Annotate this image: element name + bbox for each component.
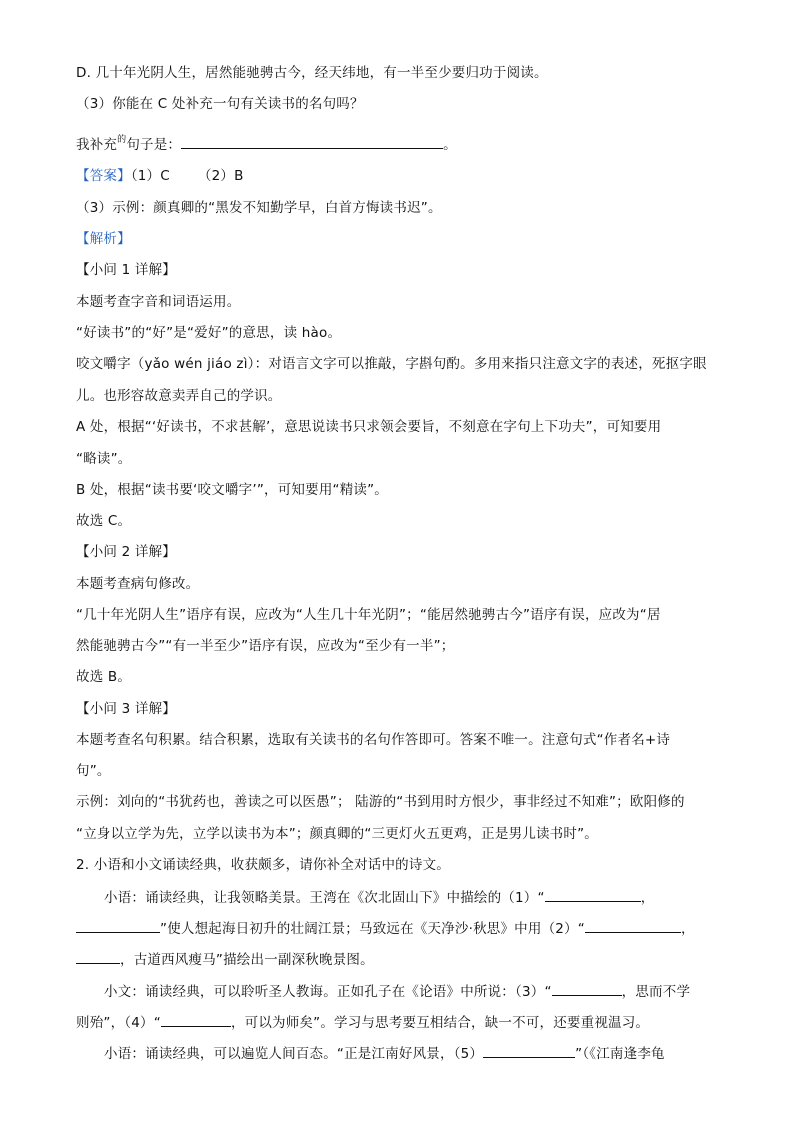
paragraph-line: 故选 B。 (76, 669, 132, 685)
fill-blank-2b (76, 949, 120, 964)
paragraph-line: 然能驰骋古今”“有一半至少”语序有误，应改为“至少有一半”； (76, 638, 455, 654)
paragraph-line: 咬文嚼字（yǎo wén jiáo zì）：对语言文字可以推敲，字斟句酌。多用来指只注意文字的表述，死抠字眼 (76, 356, 707, 372)
subquestion-1-heading: 【小问 1 详解】 (76, 262, 176, 278)
paragraph-line: “立身以立学为先，立学以读书为本”；颜真卿的“三更灯火五更鸡，正是男儿读书时”。 (76, 826, 598, 842)
subquestion-2-heading: 【小问 2 详解】 (76, 544, 176, 560)
paragraph-line: “几十年光阴人生”语序有误，应改为“人生几十年光阴”；“能居然驰骋古今”语序有误，应改为“居 (76, 607, 661, 623)
question-3-prompt: （3）你能在 C 处补充一句有关读书的名句吗？ (76, 96, 364, 112)
paragraph-line: 本题考查病句修改。 (76, 576, 200, 592)
answer-line: 【答案】（1）C （2）B (76, 168, 244, 184)
fill-blank-3 (552, 981, 622, 996)
paragraph-line: 儿。也形容故意卖弄自己的学识。 (76, 388, 282, 404)
answer-3-example: （3）示例：颜真卿的“黑发不知勤学早，白首方悔读书迟”。 (76, 200, 442, 216)
fill-blank-5 (483, 1043, 575, 1058)
fill-blank-2 (585, 918, 681, 933)
paragraph-line: 故选 C。 (76, 513, 132, 529)
paragraph-line: 示例：刘向的“书犹药也，善读之可以医愚”； 陆游的“书到用时方恨少，事非经过不知难”；欧阳修的 (76, 794, 685, 810)
fill-blank-1 (545, 887, 641, 902)
dialogue-line: ”使人想起海日初升的壮阔江景；马致远在《天净沙·秋思》中用（2）“ ， (76, 918, 695, 939)
dialogue-line: 则殆”，（4）“ ，可以为师矣”。学习与思考要互相结合，缺一不可，还要重视温习。 (76, 1012, 649, 1033)
paragraph-line: “好读书”的“好”是“爱好”的意思，读 hào。 (76, 325, 342, 341)
paragraph-line: 句”。 (76, 763, 111, 779)
answer-blank (181, 134, 443, 149)
dialogue-line: 小语：诵读经典，让我领略美景。王湾在《次北固山下》中描绘的（1）“ ， (104, 887, 654, 908)
subquestion-3-heading: 【小问 3 详解】 (76, 701, 176, 717)
paragraph-line: 本题考查字音和词语运用。 (76, 294, 241, 310)
analysis-tag: 【解析】 (76, 231, 131, 247)
paragraph-line: B 处，根据“读书要‘咬文嚼字’”，可知要用“精读”。 (76, 482, 389, 498)
answer-tag: 【答案】 (76, 168, 131, 184)
answer-fill-line: 我补充$^的$句子是： 。 (76, 135, 457, 153)
dialogue-line: 小文：诵读经典，可以聆听圣人教诲。正如孔子在《论语》中所说：（3）“ ，思而不学 (104, 981, 690, 1002)
paragraph-line: 本题考查名句积累。结合积累，选取有关读书的名句作答即可。答案不唯一。注意句式“作者名+诗 (76, 732, 671, 748)
option-d-text: D. 几十年光阴人生，居然能驰骋古今，经天纬地，有一半至少要归功于阅读。 (76, 65, 548, 81)
paragraph-line: “略读”。 (76, 451, 132, 467)
dialogue-line: ，古道西风瘦马”描绘出一副深秋晚景图。 (76, 949, 374, 970)
fill-blank-1b (76, 918, 160, 933)
dialogue-line: 小语：诵读经典，可以遍览人间百态。“正是江南好风景，（5） ”（《江南逢李龟 (104, 1043, 665, 1064)
question-2-heading: 2. 小语和小文诵读经典，收获颇多，请你补全对话中的诗文。 (76, 857, 450, 873)
paragraph-line: A 处，根据“‘好读书，不求甚解’，意思说读书只求领会要旨，不刻意在字句上下功夫”，可知要用 (76, 419, 662, 435)
fill-blank-4 (161, 1012, 231, 1027)
